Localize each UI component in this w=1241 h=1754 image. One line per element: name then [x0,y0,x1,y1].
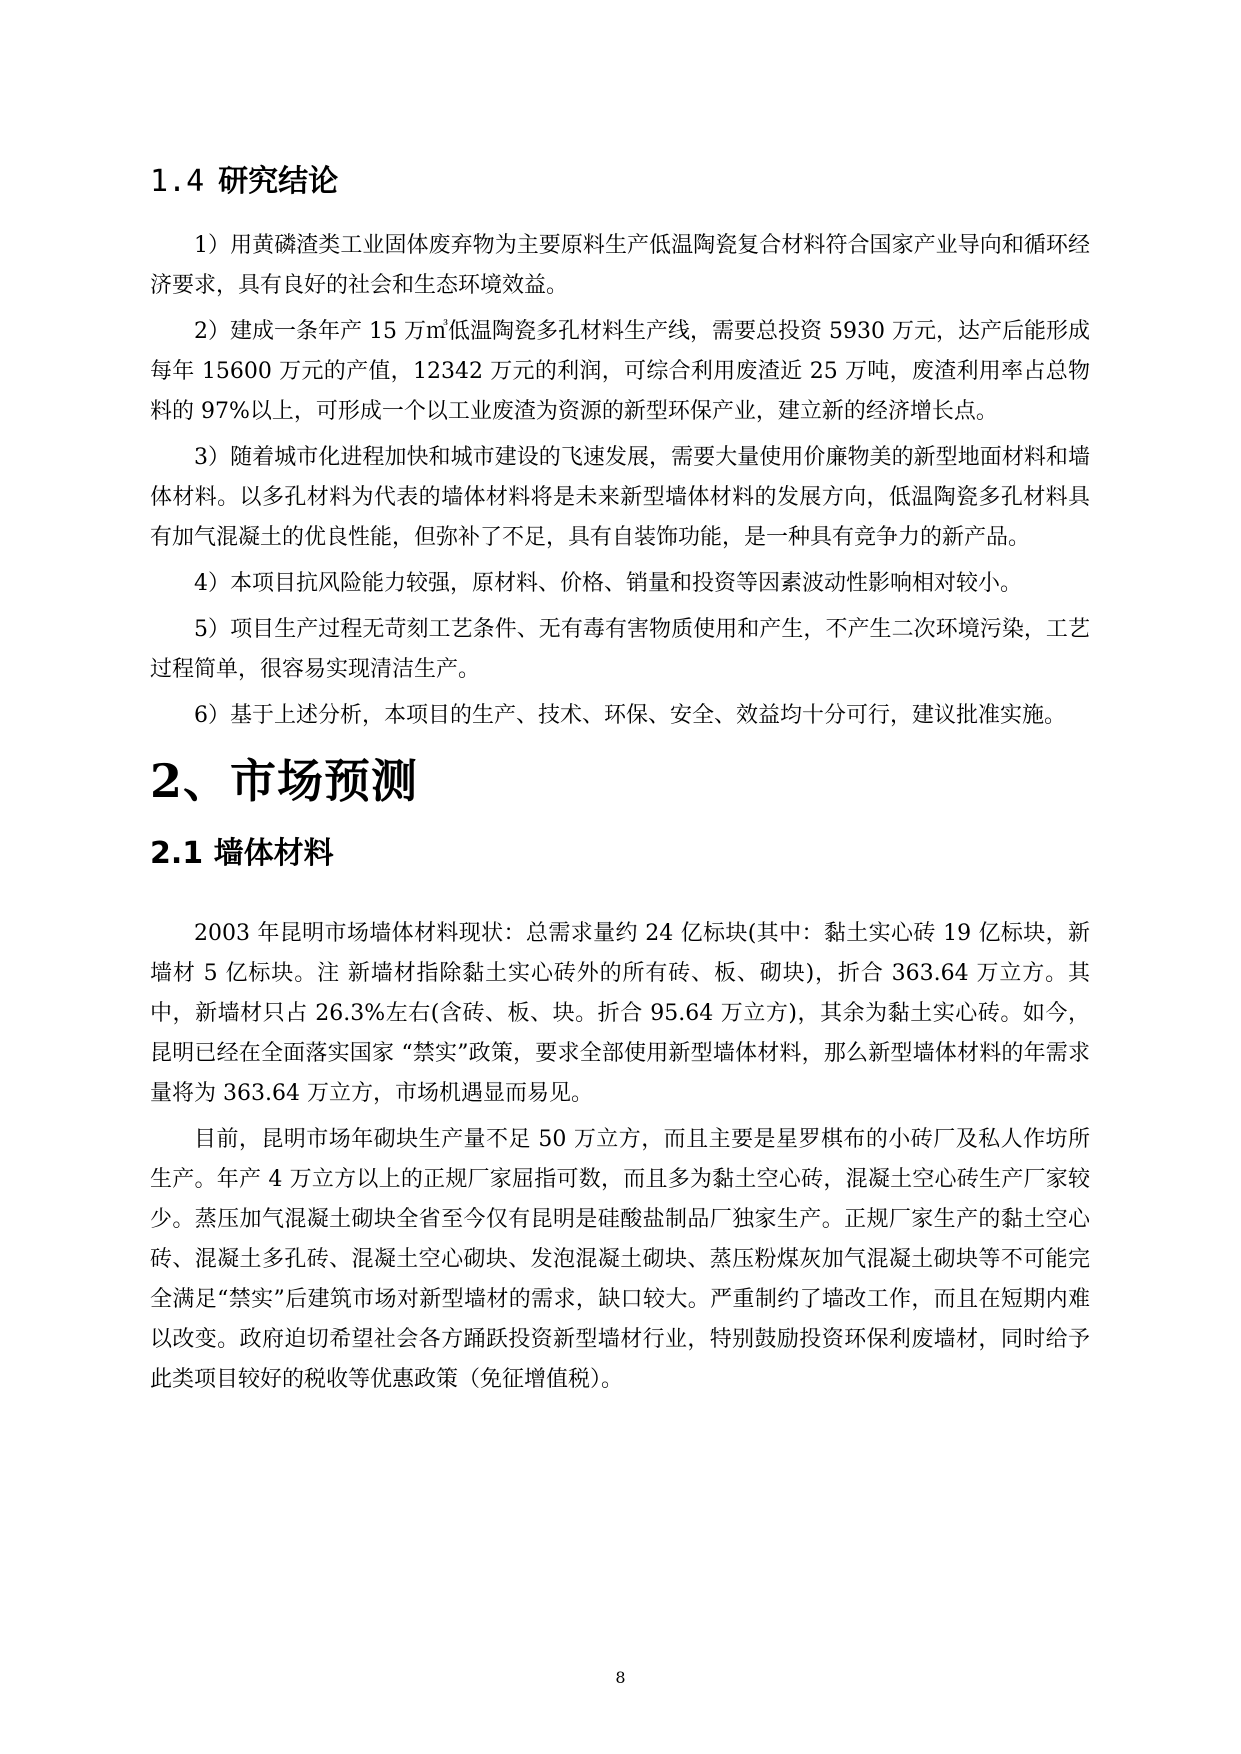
page-content [150,160,1090,1406]
conclusion-item-6: 6）基于上述分析，本项目的生产、技术、环保、安全、效益均十分可行，建议批准实施。 [194,703,1067,728]
conclusion-item-5: 5）项目生产过程无苛刻工艺条件、无有毒有害物质使用和产生，不产生二次环境污染，工艺过程简单，很容易实现清洁生产。 [150,617,1090,682]
page-number: 8 [615,1668,626,1687]
conclusion-list [150,226,1090,736]
section-number: 1.4 [150,164,205,199]
section-title: 研究结论 [218,164,339,199]
conclusion-item-2: 2）建成一条年产 15 万㎥低温陶瓷多孔材料生产线，需要总投资 5930 万元，达产后能形成每年 15600 万元的产值，12342 万元的利润，可综合利用废渣近 25 万吨，废渣利用率占总物料的 97%以上，可形成一个以工业废渣为资源的新型环保产业，建立新的经济增长点。 [150,319,1090,424]
conclusion-item-3: 3）随着城市化进程加快和城市建设的飞速发展，需要大量使用价廉物美的新型地面材料和墙体材料。以多孔材料为代表的墙体材料将是未来新型墙体材料的发展方向，低温陶瓷多孔材料具有加气混凝土的优良性能，但弥补了不足，具有自装饰功能，是一种具有竞争力的新产品。 [150,445,1090,550]
conclusion-item-1: 1）用黄磷渣类工业固体废弃物为主要原料生产低温陶瓷复合材料符合国家产业导向和循环经济要求，具有良好的社会和生态环境效益。 [150,233,1090,298]
section-heading-1-4 [150,160,1090,204]
conclusion-item-4: 4）本项目抗风险能力较强，原材料、价格、销量和投资等因素波动性影响相对较小。 [194,571,1022,596]
section-heading-2-1: 2.1 墙体材料 [150,836,334,871]
wall-material-paragraph-2: 目前，昆明市场年砌块生产量不足 50 万立方，而且主要是星罗棋布的小砖厂及私人作坊所生产。年产 4 万立方以上的正规厂家屈指可数，而且多为黏土空心砖，混凝土空心砖生产厂家较少。蒸压加气混凝土砌块全省至今仅有昆明是硅酸盐制品厂独家生产。正规厂家生产的黏土空心砖、混凝土多孔砖、混凝土空心砌块、发泡混凝土砌块、蒸压粉煤灰加气混凝土砌块等不可能完全满足“禁实”后建筑市场对新型墙材的需求，缺口较大。严重制约了墙改工作，而且在短期内难以改变。政府迫切希望社会各方踊跃投资新型墙材行业，特别鼓励投资环保利废墙材，同时给予此类项目较好的税收等优惠政策（免征增值税）。 [150,1127,1090,1392]
wall-material-paragraph-1: 2003 年昆明市场墙体材料现状：总需求量约 24 亿标块(其中：黏土实心砖 19 亿标块，新墙材 5 亿标块。注 新墙材指除黏土实心砖外的所有砖、板、砌块)，折合 363.64 万立方。其中，新墙材只占 26.3%左右(含砖、板、块。折合 95.64 万立方)，其余为黏土实心砖。如今，昆明已经在全面落实国家 “禁实”政策，要求全部使用新型墙体材料，那么新型墙体材料的年需求量将为 363.64 万立方，市场机遇显而易见。 [150,921,1090,1106]
chapter-heading-2: 2、市场预测 [150,754,419,808]
